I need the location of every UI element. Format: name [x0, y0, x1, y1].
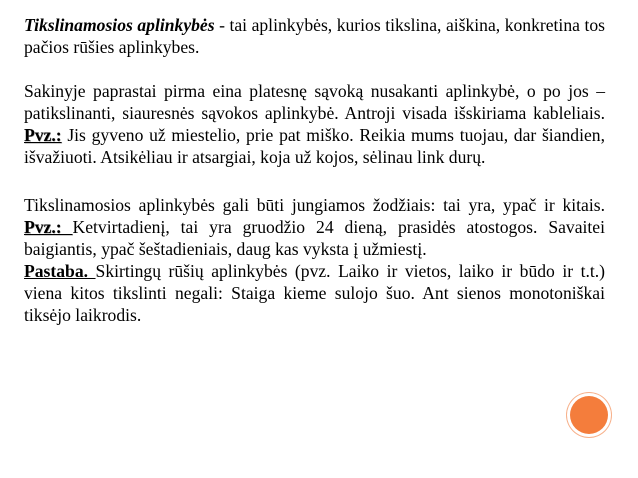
- example-text: Jis gyveno už miestelio, prie pat miško. Reikia mums tuojau, dar šiandien, išvažiuoti. Atsikėliau ir atsargiai, koja už kojos, sėlinau link durų.: [24, 125, 605, 167]
- note-paragraph: [24, 260, 605, 326]
- example-label: Pvz.:: [24, 125, 62, 145]
- paragraph-spacer: [24, 58, 605, 80]
- explanation-text: Sakinyje paprastai pirma eina platesnę sąvoką nusakanti aplinkybė, o po jos – patikslinanti, siauresnės sąvokos aplinkybė. Antroji visada išskiriama kableliais.: [24, 81, 605, 123]
- decorative-orange-circle: [570, 396, 608, 434]
- example-text: Ketvirtadienį, tai yra gruodžio 24 dieną, prasidės atostogos. Savaitei baigiantis, ypač šeštadieniais, daug kas vyksta į užmiestį.: [24, 217, 605, 259]
- paragraph-spacer: [24, 168, 605, 194]
- note-label: Pastaba.: [24, 261, 96, 281]
- connectors-paragraph: [24, 194, 605, 260]
- connectors-text: Tikslinamosios aplinkybės gali būti jungiamos žodžiais: tai yra, ypač ir kitais.: [24, 195, 605, 215]
- definition-paragraph: [24, 14, 605, 58]
- note-text: Skirtingų rūšių aplinkybės (pvz. Laiko ir vietos, laiko ir būdo ir t.t.) viena kitos tikslinti negali: Staiga kieme sulojo šuo. Ant sienos monotoniškai tiksėjo laikrodis.: [24, 261, 606, 325]
- explanation-paragraph: [24, 80, 605, 168]
- definition-term: Tikslinamosios aplinkybės: [24, 15, 215, 35]
- slide-body: [24, 14, 605, 326]
- example-label: Pvz.:: [24, 217, 73, 237]
- definition-text: - tai aplinkybės, kurios tikslina, aiškina, konkretina tos pačios rūšies aplinkybes.: [24, 15, 605, 57]
